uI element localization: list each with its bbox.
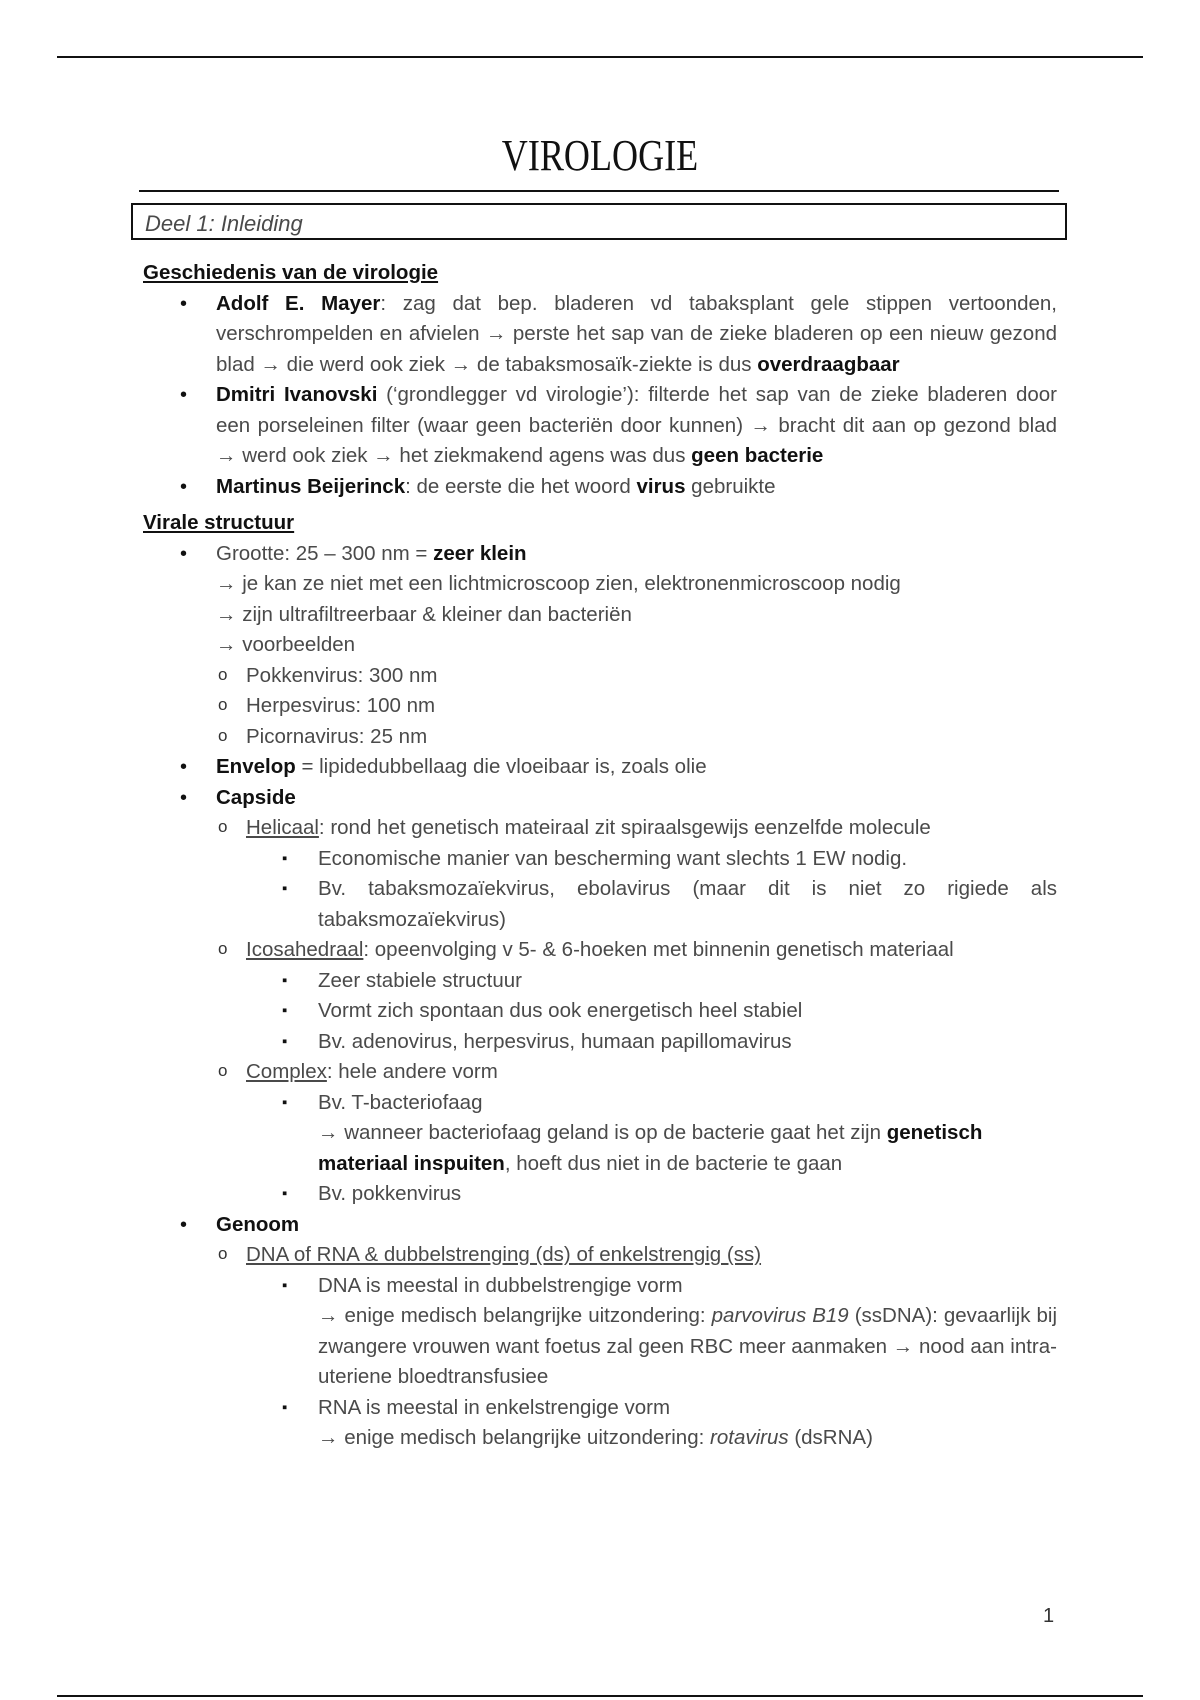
item-text: ▪ Bv. T-bacteriofaag <box>318 1090 483 1114</box>
item-text: ▪ RNA is meestal in enkelstrengige vorm <box>318 1395 671 1419</box>
helical-points <box>216 844 1057 936</box>
list-item: ▪ Zeer stabiele structuur <box>246 966 1057 997</box>
item-text: : rond het genetisch mateiraal zit spiraalsgewijs eenzelfde molecule <box>318 816 931 839</box>
list-item <box>246 1271 1057 1393</box>
capsid-types <box>216 813 1057 1210</box>
list-item: o Herpesvirus: 100 nm <box>216 691 1057 722</box>
person-name: Adolf E. Mayer <box>216 291 381 315</box>
structure-heading: Virale structuur <box>143 511 295 534</box>
item-text: = lipidedubbellaag die vloeibaar is, zoals olie <box>295 755 707 778</box>
key-term: Genoom <box>216 1212 300 1236</box>
sub-line: → je kan ze niet met een lichtmicroscoop zien, elektronenmicroscoop nodig <box>216 572 901 595</box>
document-body <box>143 258 1057 1454</box>
virus-name: rotavirus <box>710 1426 789 1449</box>
sub-line: → zijn ultrafiltreerbaar & kleiner dan bacteriën <box>216 602 632 626</box>
person-name: Dmitri Ivanovski <box>216 383 378 406</box>
structure-list <box>143 539 1057 1454</box>
term-label: Icosahedraal <box>246 938 364 961</box>
complex-points <box>216 1088 1057 1210</box>
term-label: Helicaal <box>246 816 319 839</box>
list-item <box>246 1088 1057 1180</box>
term-label: Complex <box>246 1060 327 1083</box>
history-heading: Geschiedenis van de virologie <box>143 261 439 284</box>
list-item <box>246 1393 1057 1454</box>
examples-list <box>216 661 1057 753</box>
list-item <box>143 472 1057 503</box>
item-text: (ssDNA): gevaarlijk bij zwangere vrouwen want foetus zal geen RBC meer aanmaken → nood aan intra-uteriene bloedtransfusiee <box>318 1304 1057 1388</box>
item-text: gebruikte <box>685 474 776 498</box>
icosahedral-points <box>216 966 1057 1058</box>
item-text: : zag dat bep. bladeren vd tabaksplant gele stippen vertoonden, verschrompelden en afvielen → perste het sap van de zieke bladeren op een nieuw gezond blad → die werd ook ziek → de tabaksmosaïk-ziekte is dus <box>216 291 1058 376</box>
sub-line: → voorbeelden <box>216 633 356 656</box>
list-item-capsid <box>143 783 1057 1210</box>
genome-types <box>216 1240 1057 1454</box>
key-term: overdraagbaar <box>757 352 900 376</box>
list-item-size <box>143 539 1057 753</box>
list-item: o Pokkenvirus: 300 nm <box>216 661 1057 692</box>
item-text: ▪ DNA is meestal in dubbelstrengige vorm <box>318 1273 683 1297</box>
capsid-complex <box>216 1057 1057 1210</box>
item-text: : hele andere vorm <box>326 1060 498 1083</box>
capsid-helical <box>216 813 1057 935</box>
section-box <box>131 203 1067 240</box>
key-term: Capside <box>216 785 296 809</box>
genome-points <box>216 1271 1057 1454</box>
item-text: (dsRNA) <box>788 1426 873 1449</box>
list-item-envelope <box>143 752 1057 783</box>
list-item-genome <box>143 1210 1057 1454</box>
key-term: geen bacterie <box>691 444 824 467</box>
key-term: genetisch materiaal inspuiten <box>318 1121 983 1175</box>
item-text: : de eerste die het woord <box>405 474 637 498</box>
person-name: Martinus Beijerinck <box>216 474 406 498</box>
item-text: : opeenvolging v 5- & 6-hoeken met binnenin genetisch materiaal <box>363 938 954 961</box>
item-text: → wanneer bacteriofaag geland is op de bacterie gaat het zijn <box>318 1121 887 1144</box>
page-title: VIROLOGIE <box>501 131 699 180</box>
key-term: virus <box>636 474 686 498</box>
item-text: (‘grondlegger vd virologie’): filterde het sap van de zieke bladeren door een porseleinen filter (waar geen bacteriën door kunnen) → bracht dit aan op gezond blad → werd ook ziek → het ziekmakend agens was dus <box>216 383 1057 467</box>
title-underline <box>139 190 1059 192</box>
key-term: zeer klein <box>433 541 527 565</box>
list-item: ▪ Bv. adenovirus, herpesvirus, humaan papillomavirus <box>246 1027 1057 1058</box>
key-term: Envelop <box>216 755 296 778</box>
list-item: ▪ Bv. pokkenvirus <box>246 1179 1057 1210</box>
item-text: → enige medisch belangrijke uitzondering: <box>318 1304 712 1327</box>
item-text: → enige medisch belangrijke uitzondering: <box>318 1426 711 1449</box>
list-item: ▪ Economische manier van bescherming want slechts 1 EW nodig. <box>246 844 1057 875</box>
page-number: 1 <box>1043 1605 1055 1627</box>
list-item: ▪ Vormt zich spontaan dus ook energetisch heel stabiel <box>246 996 1057 1027</box>
list-item <box>143 380 1057 472</box>
list-item <box>143 289 1057 381</box>
list-item: ▪ Bv. tabaksmozaïekvirus, ebolavirus (maar dit is niet zo rigiede als tabaksmozaïekvirus) <box>246 874 1057 935</box>
history-list <box>143 289 1057 503</box>
capsid-icosahedral <box>216 935 1057 1057</box>
genome-sub <box>216 1240 1057 1454</box>
virus-name: parvovirus B19 <box>711 1304 849 1327</box>
section-title: Deel 1: Inleiding <box>145 211 303 236</box>
item-text: Grootte: 25 – 300 nm = <box>216 541 434 565</box>
term-label: DNA of RNA & dubbelstrenging (ds) of enkelstrengig (ss) <box>246 1243 762 1266</box>
item-text: , hoeft dus niet in de bacterie te gaan <box>504 1151 843 1175</box>
list-item: o Picornavirus: 25 nm <box>216 722 1057 753</box>
footer-rule <box>57 1695 1143 1697</box>
header-rule <box>57 56 1143 58</box>
